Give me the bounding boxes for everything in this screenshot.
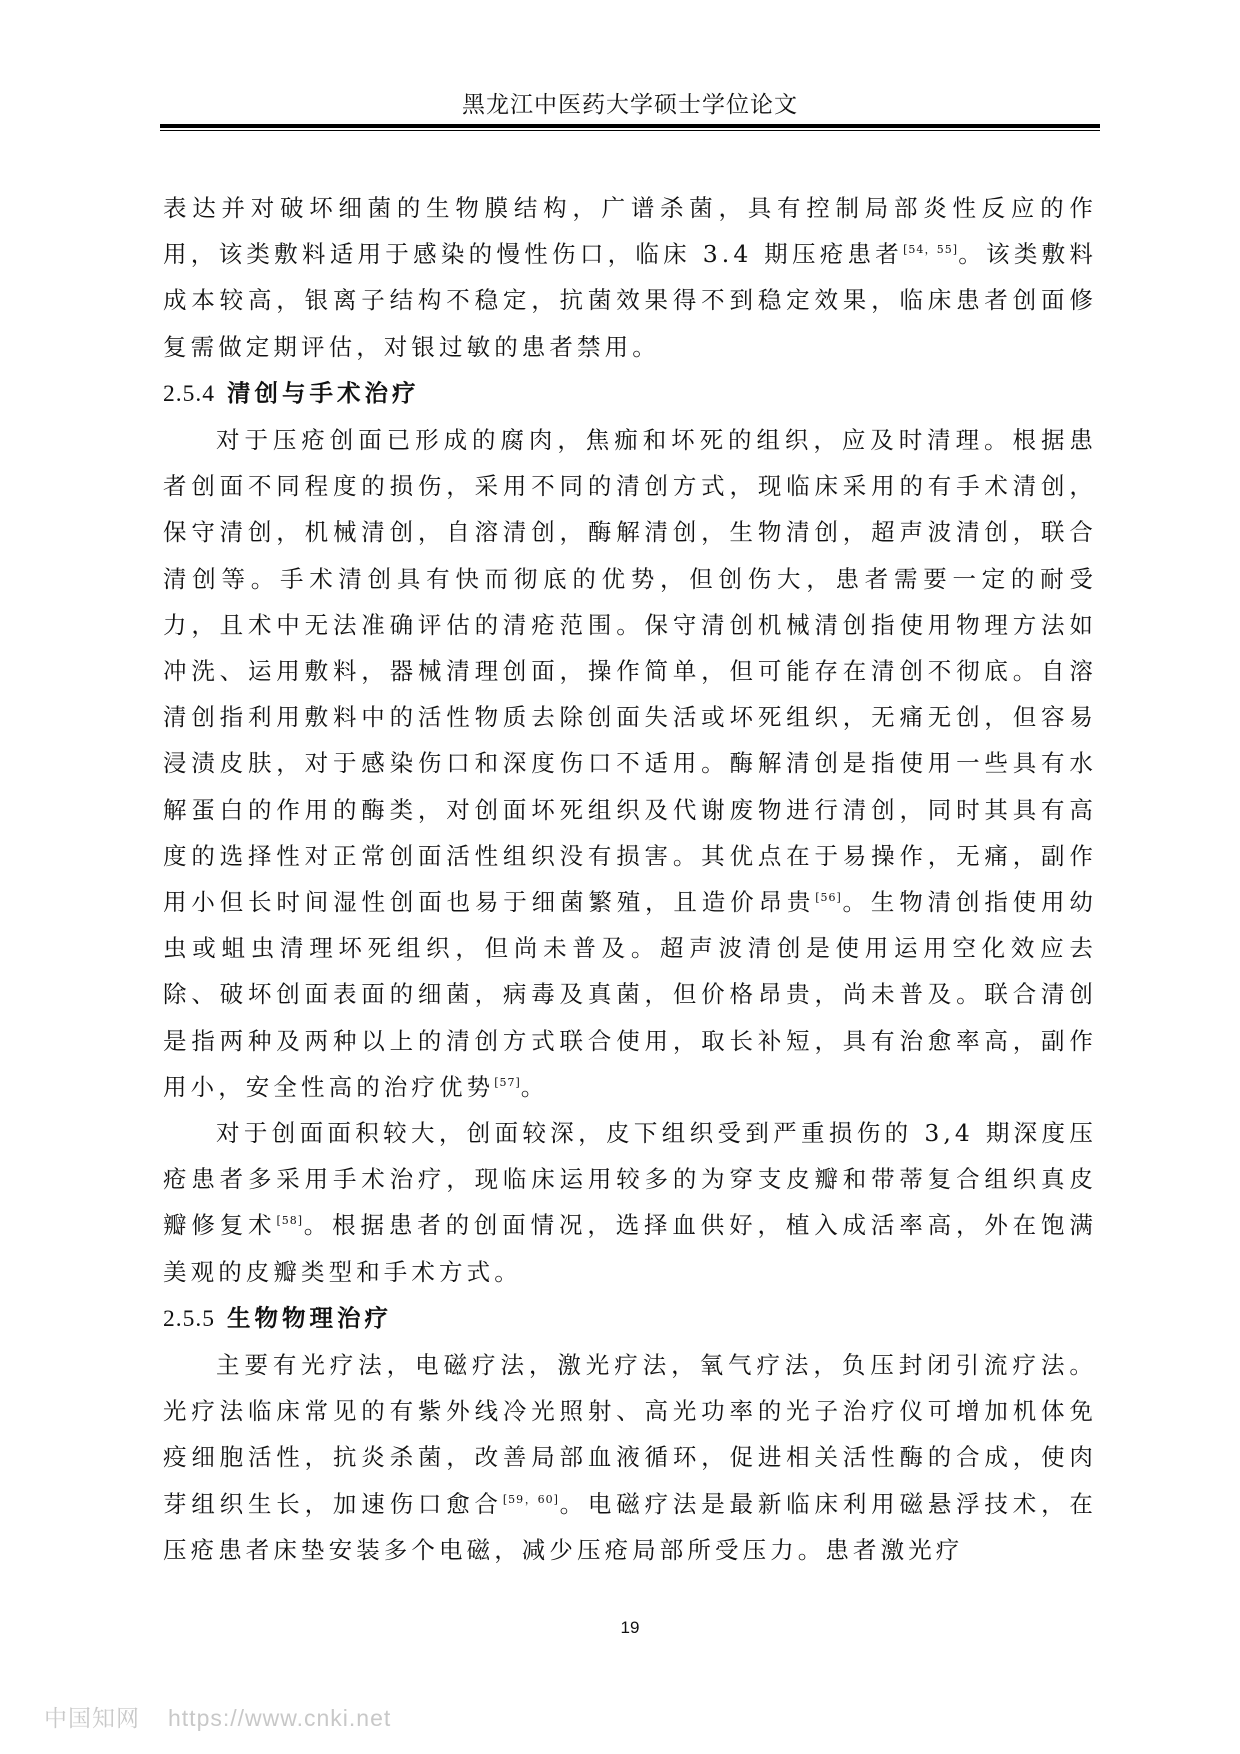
- section-title: 生物物理治疗: [227, 1303, 392, 1332]
- watermark: [44, 1700, 391, 1733]
- text-run: 对于压疮创面已形成的腐肉，焦痂和坏死的组织，应及时清理。根据患者创面不同程度的损伤，采用不同的清创方式，现临床采用的有手术清创，保守清创，机械清创，自溶清创，酶解清创，生物清创，超声波清创，联合清创等。手术清创具有快而彻底的优势，但创伤大，患者需要一定的耐受力，且术中无法准确评估的清疮范围。保守清创机械清创指使用物理方法如冲洗、运用敷料，器械清理创面，操作简单，但可能存在清创不彻底。自溶清创指利用敷料中的活性物质去除创面失活或坏死组织，无痛无创，但容易浸渍皮肤，对于感染伤口和深度伤口不适用。酶解清创是指使用一些具有水解蛋白的作用的酶类，对创面坏死组织及代谢废物进行清创，同时其具有高度的选择性对正常创面活性组织没有损害。其优点在于易操作，无痛，副作用小但长时间湿性创面也易于细菌繁殖，且造价昂贵: [163, 426, 1097, 917]
- text-run: 。根据患者的创面情况，选择血供好，植入成活率高，外在饱满美观的皮瓣类型和手术方式。: [163, 1211, 1097, 1286]
- watermark-brand: 中国知网: [44, 1705, 140, 1731]
- text-run: 主要有光疗法，电磁疗法，激光疗法，氧气疗法，负压封闭引流疗法。光疗法临床常见的有紫外线冷光照射、高光功率的光子治疗仪可增加机体免疫细胞活性，抗炎杀菌，改善局部血液循环，促进相关活性酶的合成，使肉芽组织生长，加速伤口愈合: [163, 1351, 1097, 1518]
- section-number: 2.5.4: [163, 380, 215, 407]
- text-run: 。电磁疗法是最新临床利用磁悬浮技术，在压疮患者床垫安装多个电磁，减少压疮局部所受压力。患者激光疗: [163, 1489, 1098, 1564]
- paragraph: [163, 417, 1097, 1110]
- header-rule-thick: [160, 124, 1100, 128]
- text-run: 表达并对破坏细菌的生物膜结构，广谱杀菌，具有控制局部炎性反应的作用，该类敷料适用于感染的慢性伤口，临床 3.4 期压疮患者: [163, 194, 1097, 269]
- citation-ref[interactable]: [54，55]: [903, 243, 959, 257]
- paragraph: [163, 185, 1097, 370]
- paragraph: [163, 1110, 1097, 1295]
- text-run: 对于创面面积较大，创面较深，皮下组织受到严重损伤的 3,4 期深度压疮患者多采用手术治疗，现临床运用较多的为穿支皮瓣和带蒂复合组织真皮瓣修复术: [163, 1119, 1097, 1240]
- header-rule-thin: [160, 130, 1100, 131]
- section-number: 2.5.5: [163, 1305, 215, 1332]
- citation-ref[interactable]: [58]: [276, 1214, 304, 1228]
- running-header: 黑龙江中医药大学硕士学位论文: [462, 92, 798, 118]
- citation-ref[interactable]: [59，60]: [502, 1492, 559, 1506]
- paragraph: [163, 1342, 1097, 1573]
- section-heading: [163, 370, 1097, 417]
- citation-ref[interactable]: [56]: [815, 891, 842, 905]
- body-text: [163, 185, 1097, 1573]
- watermark-url: https://www.cnki.net: [168, 1705, 392, 1731]
- page-number: 19: [620, 1618, 640, 1637]
- citation-ref[interactable]: [57]: [494, 1075, 521, 1089]
- section-heading: [163, 1295, 1097, 1342]
- text-run: 。: [520, 1072, 549, 1101]
- text-run: 。生物清创指使用幼虫或蛆虫清理坏死组织，但尚未普及。超声波清创是使用运用空化效应去除、破坏创面表面的细菌，病毒及真菌，但价格昂贵，尚未普及。联合清创是指两种及两种以上的清创方式联合使用，取长补短，具有治愈率高，副作用小，安全性高的治疗优势: [163, 888, 1097, 1101]
- text-run: 。该类敷料成本较高，银离子结构不稳定，抗菌效果得不到稳定效果，临床患者创面修复需做定期评估，对银过敏的患者禁用。: [163, 240, 1098, 361]
- section-title: 清创与手术治疗: [227, 378, 420, 407]
